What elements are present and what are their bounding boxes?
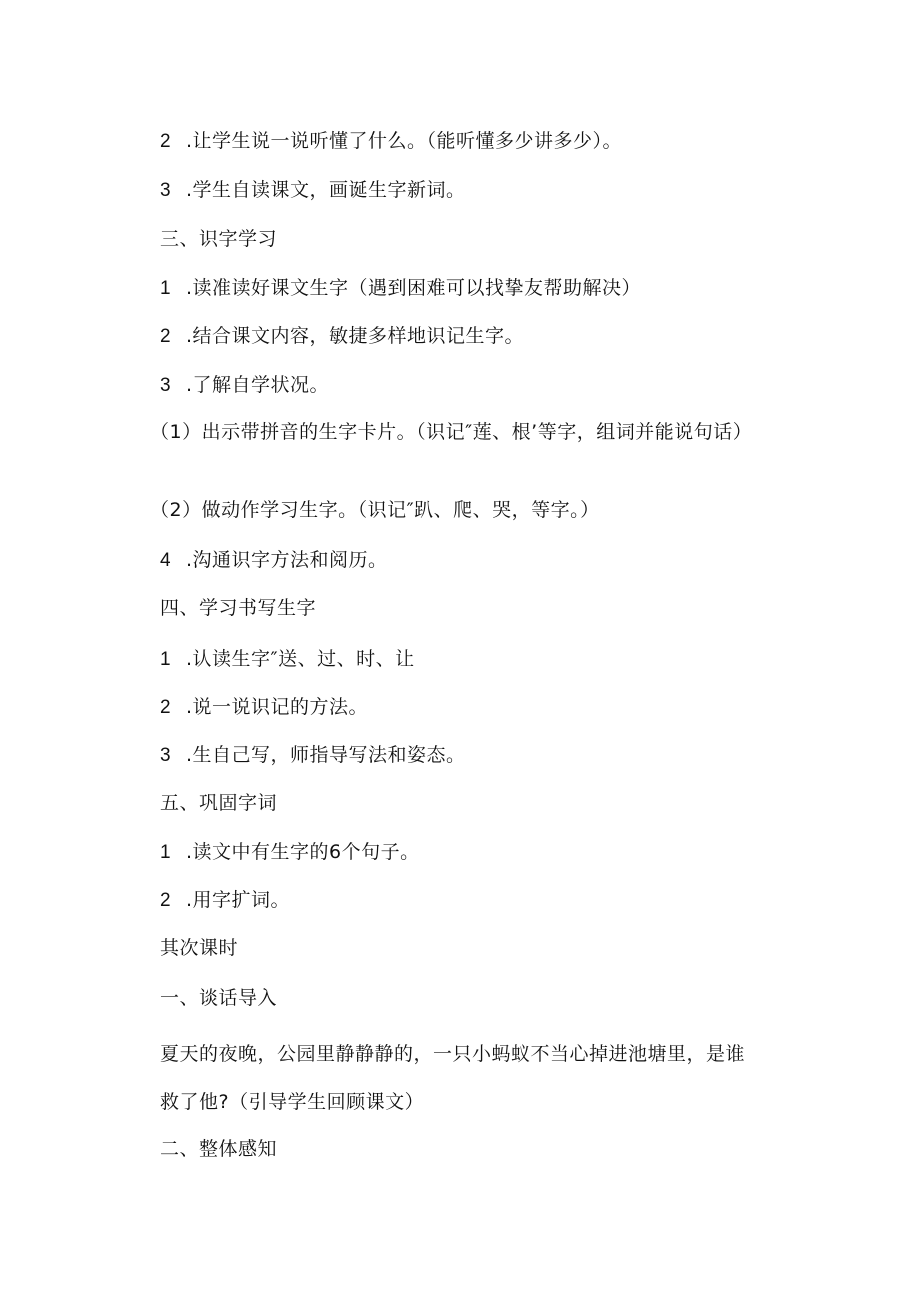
- step-line: [160, 646, 415, 673]
- section-heading: [160, 595, 316, 621]
- step-text: .让学生说一说听懂了什么。（能听懂多少讲多少）。: [186, 130, 623, 152]
- section-heading-text: 二、整体感知: [160, 1138, 278, 1160]
- section-heading: [160, 790, 277, 816]
- section-heading-text: 三、识字学习: [160, 228, 278, 250]
- step-number: 3: [160, 375, 172, 396]
- step-number: 1: [160, 649, 172, 670]
- paragraph: [160, 1030, 760, 1126]
- step-number: 2: [160, 890, 172, 911]
- step-number: 2: [160, 131, 172, 152]
- section-heading-text: 一、谈话导入: [160, 987, 278, 1009]
- step-text: .读准读好课文生字（遇到困难可以找挚友帮助解决）: [186, 277, 642, 299]
- step-line: [160, 323, 524, 350]
- step-line: [160, 887, 290, 914]
- step-line: [160, 275, 641, 302]
- step-line: [160, 742, 466, 769]
- step-text: .说一说识记的方法。: [186, 696, 369, 718]
- step-text: .结合课文内容，敏捷多样地识记生字。: [186, 325, 525, 347]
- sub-step-text: （2）做动作学习生字。（识记″趴、爬、哭，等字。）: [150, 499, 600, 521]
- step-number: 4: [160, 550, 172, 571]
- step-line: [160, 547, 388, 574]
- step-line: [160, 694, 368, 721]
- step-line: [160, 839, 420, 866]
- step-text: .用字扩词。: [186, 889, 291, 911]
- section-heading: [160, 226, 277, 252]
- step-number: 1: [160, 842, 172, 863]
- step-number: 2: [160, 697, 172, 718]
- lesson-heading: [160, 935, 238, 961]
- step-number: 2: [160, 326, 172, 347]
- sub-step-paragraph: [150, 414, 780, 450]
- step-number: 3: [160, 745, 172, 766]
- section-heading: [160, 1136, 277, 1162]
- step-text: .生自己写，师指导写法和姿态。: [186, 744, 466, 766]
- sub-step-line: [150, 497, 600, 523]
- step-line: [160, 177, 466, 204]
- step-line: [160, 372, 329, 399]
- step-text: .了解自学状况。: [186, 374, 330, 396]
- section-heading-text: 四、学习书写生字: [160, 597, 317, 619]
- step-number: 1: [160, 278, 172, 299]
- section-heading: [160, 985, 277, 1011]
- step-text: .认读生字″送、过、时、让: [186, 648, 415, 670]
- sub-step-text: （1）出示带拼音的生字卡片。（识记″莲、根’等字，组词并能说句话）: [150, 421, 753, 443]
- step-text: .学生自读课文，画诞生字新词。: [186, 179, 466, 201]
- step-text: .沟通识字方法和阅历。: [186, 549, 388, 571]
- lesson-heading-text: 其次课时: [160, 937, 239, 959]
- paragraph-text: 夏天的夜晚，公园里静静静的，一只小蚂蚁不当心掉进池塘里，是谁救了他?（引导学生回顾课文）: [160, 1043, 746, 1113]
- step-text: .读文中有生字的6个句子。: [186, 841, 420, 863]
- section-heading-text: 五、巩固字词: [160, 792, 278, 814]
- step-number: 3: [160, 180, 172, 201]
- step-line: [160, 128, 622, 155]
